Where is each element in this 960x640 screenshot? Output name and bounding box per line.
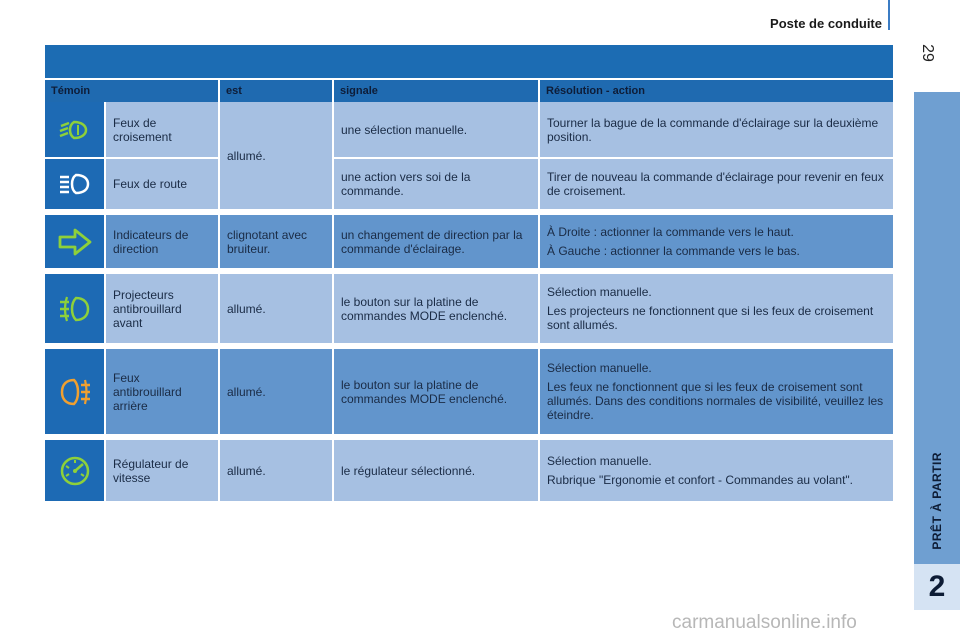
row-name: Projecteurs antibrouillard avant: [105, 274, 219, 344]
row-name: Feux antibrouillard arrière: [105, 349, 219, 435]
action-line: Les projecteurs ne fonctionnent que si les feux de croisement sont allumés.: [547, 304, 874, 332]
action-line: Sélection manuelle.: [547, 285, 652, 299]
chapter-title-text: PRÊT À PARTIR: [930, 452, 944, 550]
table-row: [45, 349, 893, 435]
table-row: [45, 158, 893, 210]
row-action: [539, 215, 893, 269]
row-action: [539, 158, 893, 210]
row-signal: un changement de direction par la commande d'éclairage.: [333, 215, 539, 269]
row-signal: le régulateur sélectionné.: [333, 440, 539, 502]
column-header-signale: signale: [333, 79, 539, 102]
low-beam-icon: [45, 102, 105, 158]
action-line: Tirer de nouveau la commande d'éclairage pour revenir en feux de croisement.: [547, 170, 884, 198]
table-header-row: [45, 79, 893, 102]
row-action: [539, 349, 893, 435]
row-state: allumé.: [219, 440, 333, 502]
row-signal: le bouton sur la platine de commandes MODE enclenché.: [333, 349, 539, 435]
turn-signal-icon: [45, 215, 105, 269]
front-fog-icon: [45, 274, 105, 344]
chapter-number: 2: [914, 564, 960, 610]
table-row: [45, 102, 893, 158]
row-state: allumé.: [219, 102, 333, 210]
column-header-temoin: Témoin: [45, 79, 219, 102]
watermark-text: carmanualsonline.info: [672, 612, 857, 633]
table: [45, 78, 893, 503]
rear-fog-icon: [45, 349, 105, 435]
row-name: Régulateur de vitesse: [105, 440, 219, 502]
warning-lights-table: [45, 45, 893, 503]
row-action: [539, 102, 893, 158]
action-line: À Gauche : actionner la commande vers le bas.: [547, 244, 800, 258]
table-banner: [45, 45, 893, 78]
row-signal: une action vers soi de la commande.: [333, 158, 539, 210]
row-name: Indicateurs de direction: [105, 215, 219, 269]
row-state: clignotant avec bruiteur.: [219, 215, 333, 269]
row-state: allumé.: [219, 274, 333, 344]
page-number: 29: [919, 44, 937, 62]
row-action: [539, 274, 893, 344]
row-signal: le bouton sur la platine de commandes MODE enclenché.: [333, 274, 539, 344]
column-header-resolution: Résolution - action: [539, 79, 893, 102]
action-line: Sélection manuelle.: [547, 454, 652, 468]
table-row: [45, 274, 893, 344]
action-line: À Droite : actionner la commande vers le haut.: [547, 225, 794, 239]
row-name: Feux de route: [105, 158, 219, 210]
action-line: Sélection manuelle.: [547, 361, 652, 375]
row-state: allumé.: [219, 349, 333, 435]
high-beam-icon: [45, 158, 105, 210]
action-line: Les feux ne fonctionnent que si les feux de croisement sont allumés. Dans des conditions normales de visibilité, veuillez les éteindre.: [547, 380, 884, 422]
row-action: [539, 440, 893, 502]
page-header-title: Poste de conduite: [770, 16, 882, 31]
row-signal: une sélection manuelle.: [333, 102, 539, 158]
action-line: Tourner la bague de la commande d'éclairage sur la deuxième position.: [547, 115, 879, 144]
table-row: [45, 440, 893, 502]
table-row: [45, 215, 893, 269]
chapter-side-title: [914, 92, 960, 550]
column-header-est: est: [219, 79, 333, 102]
action-line: Rubrique "Ergonomie et confort - Commandes au volant".: [547, 473, 854, 487]
cruise-control-icon: [45, 440, 105, 502]
header-accent-line: [888, 0, 890, 30]
row-name: Feux de croisement: [105, 102, 219, 158]
